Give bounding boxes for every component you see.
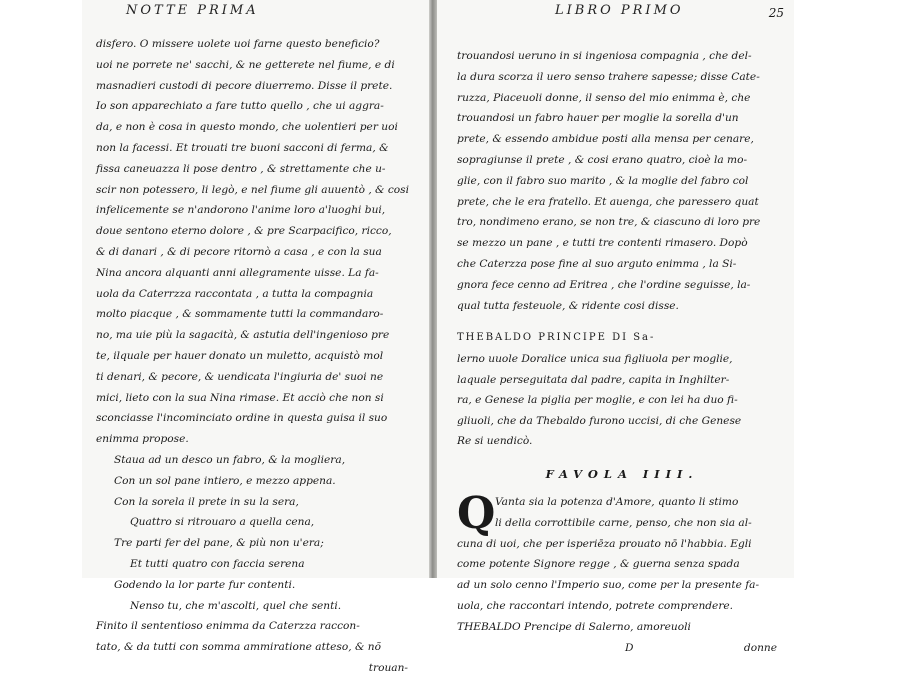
text-line: ti denari, & pecore, & uendicata l'ingiuria de' suoi ne [96, 370, 384, 383]
argument-line: laquale perseguitata dal padre, capita in Inghilter- [457, 373, 730, 386]
tale-argument [457, 328, 787, 452]
left-running-header: NOTTE PRIMA [126, 3, 259, 18]
text-line: qual tutta festeuole, & ridente cosi disse. [457, 299, 679, 312]
verse-line: Tre parti fer del pane, & più non u'era; [114, 537, 324, 550]
verse-line: Quattro si ritrouaro a quella cena, [130, 516, 315, 529]
catchword: trouan- [368, 661, 408, 674]
text-line: infelicemente se n'andorono l'anime loro a'luoghi bui, [96, 204, 386, 217]
verse-line: Nenso tu, che m'ascolti, quel che senti. [130, 599, 342, 612]
verse-line: Et tutti quatro con faccia serena [130, 557, 305, 570]
verse-line: Con un sol pane intiero, e mezzo appena. [114, 474, 336, 487]
argument-line: gliuoli, che da Thebaldo furono uccisi, di che Genese [457, 414, 742, 427]
text-line: doue sentono eterno dolore , & pre Scarpacifico, ricco, [96, 225, 392, 238]
text-line: la dura scorza il uero senso trahere sapesse; disse Cate- [457, 70, 760, 83]
book-spread [82, 0, 794, 674]
text-line: uoi ne porrete ne' sacchi, & ne getterete nel fiume, e di [96, 58, 395, 71]
text-line: disfero. O missere uolete uoi farne questo beneficio? [96, 38, 380, 50]
left-page-text [96, 34, 422, 679]
text-line: tato, & da tutti con somma ammiratione atteso, & nõ [96, 641, 381, 654]
text-line: te, ilquale per hauer donato un muletto, acquistò mol [96, 349, 384, 362]
text-line: molto piacque , & sommamente tutti la commandaro- [96, 308, 384, 321]
text-line: glie, con il fabro suo marito , & la moglie del fabro col [457, 174, 749, 187]
text-line: mici, lieto con la sua Nina rimase. Et acciò che non si [96, 391, 384, 404]
text-line: Nina ancora alquanti anni allegramente uisse. La fa- [96, 266, 379, 279]
right-running-header: LIBRO PRIMO [555, 3, 684, 18]
argument-line: lerno uuole Doralice unica sua figliuola per moglie, [457, 352, 733, 365]
signature-mark: D [625, 641, 634, 654]
drop-cap: Q [457, 487, 496, 539]
verse-line: Staua ad un desco un fabro, & la mogliera, [114, 453, 346, 466]
text-line: sconciasse l'incominciato ordine in questa guisa il suo [96, 412, 388, 425]
verse-line: Con la sorela il prete in su la sera, [114, 495, 299, 508]
favola-title: FAVOLA IIII. [545, 466, 699, 481]
text-line: sopragiunse il prete , & cosi erano quatro, cioè la mo- [457, 153, 748, 166]
text-line: trouandosi ueruno in si ingeniosa compagnia , che del- [457, 50, 752, 62]
text-line: tro, nondimeno erano, se non tre, & ciascuno di loro pre [457, 216, 761, 229]
text-line: uola, che raccontari intendo, potrete comprendere. [457, 599, 734, 612]
argument-line: Re si uendicò. [457, 435, 533, 448]
argument-line: ra, e Genese la piglia per moglie, e con lei ha duo fi- [457, 394, 738, 407]
text-line: li della corrottibile carne, penso, che non sia al- [495, 516, 752, 529]
text-line: ruzza, Piaceuoli donne, il senso del mio enimma è, che [457, 91, 751, 104]
text-line-content: Vanta sia la potenza d'Amore, quanto li stimo [495, 495, 739, 508]
text-line: gnora fece cenno ad Eritrea , che l'ordine seguisse, la- [457, 278, 751, 291]
text-line: no, ma uie più la sagacità, & astutia dell'ingenioso pre [96, 329, 390, 342]
argument-line: THEBALDO PRINCIPE DI Sa- [457, 332, 656, 344]
verse-line: Godendo la lor parte fur contenti. [114, 578, 296, 591]
text-line: Finito il sententioso enimma da Caterzza raccon- [96, 620, 360, 633]
page-number: 25 [768, 6, 784, 20]
text-line: masnadieri custodi di pecore diuerremo. Disse il prete. [96, 79, 393, 92]
left-page [82, 0, 429, 674]
text-line: trouandosi un fabro hauer per moglie la sorella d'un [457, 112, 739, 125]
text-line: non la facessi. Et trouati tre buoni sacconi di ferma, & [96, 141, 389, 154]
text-line: Io son apparechiato a fare tutto quello , che ui aggra- [96, 100, 384, 113]
page-footer [457, 638, 787, 659]
text-line: fissa caneuazza li pose dentro , & strettamente che u- [96, 162, 386, 175]
catchword: donne [743, 641, 777, 654]
text-line: THEBALDO Prencipe di Salerno, amoreuoli [457, 620, 691, 633]
text-line: ad un solo cenno l'Imperio suo, come per la presente fa- [457, 579, 760, 592]
text-line: come potente Signore regge , & guerna senza spada [457, 558, 740, 571]
text-line: uola da Caterrzza raccontata , a tutta la compagnia [96, 287, 374, 300]
text-line: da, e non è cosa in questo mondo, che uolentieri per uoi [96, 121, 398, 134]
text-line: prete, che le era fratello. Et auenga, che paressero quat [457, 195, 759, 208]
text-line: & di danari , & di pecore ritornò a casa , e con la sua [96, 245, 382, 258]
right-page-text [457, 46, 787, 658]
text-line: che Caterzza pose fine al suo arguto enimma , la Si- [457, 257, 737, 270]
text-line: se mezzo un pane , e tutti tre contenti rimasero. Dopò [457, 237, 748, 250]
right-page [437, 0, 794, 654]
text-line: prete, & essendo ambidue posti alla mensa per cenare, [457, 133, 754, 146]
text-line: scir non potessero, li legò, e nel fiume gli auuentò , & cosi [96, 183, 409, 196]
book-gutter [429, 0, 437, 578]
text-line: cuna di uoi, che per isperiēza prouato nō l'habbia. Egli [457, 537, 752, 550]
text-line: enimma propose. [96, 433, 189, 446]
